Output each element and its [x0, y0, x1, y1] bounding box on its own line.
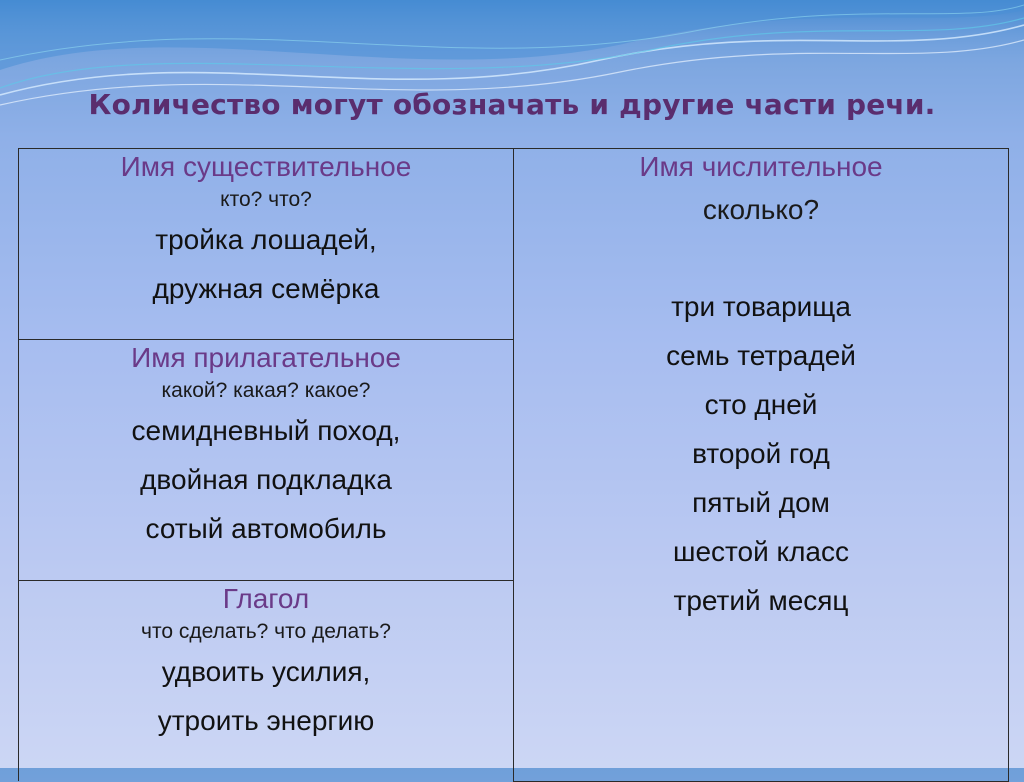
parts-of-speech-table: [18, 148, 1009, 782]
noun-example: дружная семёрка: [152, 273, 380, 304]
numeral-question: сколько?: [702, 194, 820, 225]
verb-cell: [19, 581, 514, 782]
adjective-cell: [19, 340, 514, 581]
numeral-example: третий месяц: [673, 585, 849, 616]
adjective-question: какой? какая? какое?: [161, 379, 371, 402]
verb-question: что сделать? что делать?: [141, 620, 391, 643]
verb-example: утроить энергию: [157, 705, 375, 736]
numeral-example: семь тетрадей: [666, 340, 856, 371]
numeral-cell: [514, 149, 1009, 782]
verb-heading: Глагол: [222, 583, 310, 614]
spacer: [514, 235, 1008, 282]
numeral-heading: Имя числительное: [639, 151, 883, 182]
adjective-example: сотый автомобиль: [145, 513, 387, 544]
numeral-example: три товарища: [671, 291, 851, 322]
noun-cell: [19, 149, 514, 340]
adjective-example: двойная подкладка: [140, 464, 392, 495]
numeral-example: сто дней: [704, 389, 818, 420]
verb-example: удвоить усилия,: [161, 656, 371, 687]
numeral-example: пятый дом: [692, 487, 830, 518]
noun-heading: Имя существительное: [120, 151, 412, 182]
adjective-example: семидневный поход,: [131, 415, 401, 446]
numeral-example: шестой класс: [672, 536, 849, 567]
noun-question: кто? что?: [220, 188, 312, 211]
numeral-example: второй год: [692, 438, 830, 469]
noun-example: тройка лошадей,: [155, 224, 377, 255]
slide-title: Количество могут обозначать и другие части речи.: [88, 88, 936, 121]
adjective-heading: Имя прилагательное: [131, 342, 401, 373]
